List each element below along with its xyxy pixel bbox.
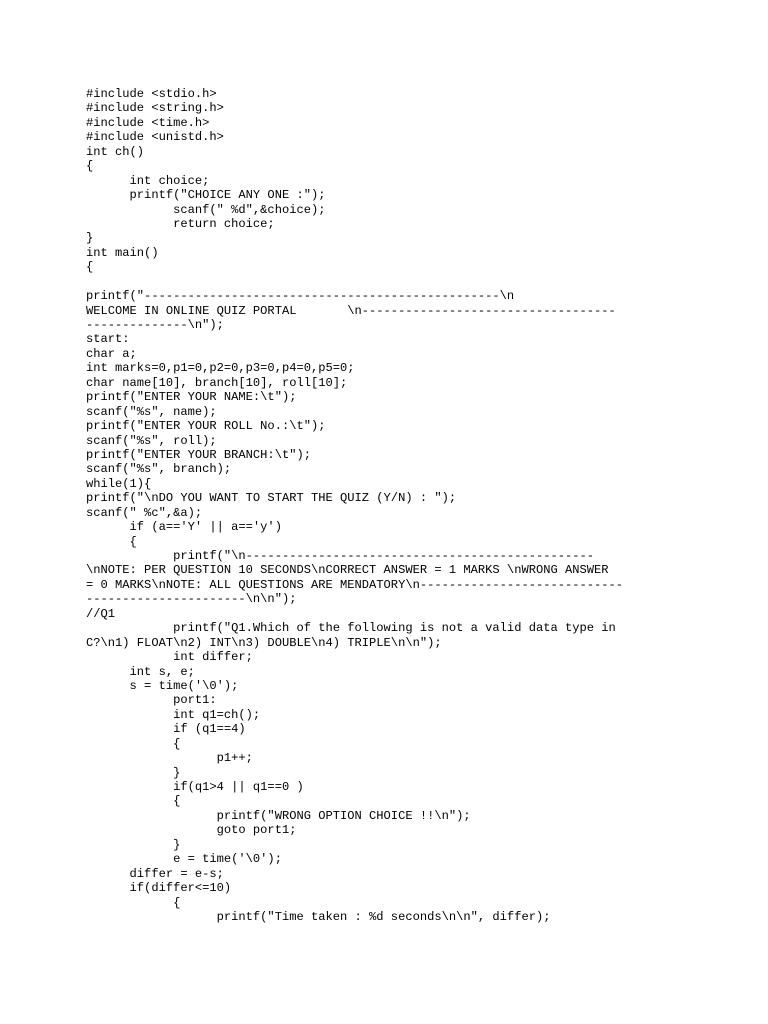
code-line: printf("WRONG OPTION CHOICE !!\n"); [86,808,471,823]
code-line: #include <stdio.h> [86,87,217,101]
code-line: start: [86,332,130,347]
code-line: printf("\nDO YOU WANT TO START THE QUIZ (Y/N) : "); [86,491,457,506]
code-line: int choice; [86,173,210,188]
code-line: #include <unistd.h> [86,130,224,145]
code-line: char name[10], branch[10], roll[10]; [86,375,348,390]
code-line: printf("CHOICE ANY ONE :"); [86,188,326,203]
code-line: int s, e; [86,664,195,679]
code-line: e = time('\0'); [86,852,282,867]
code-line: scanf("%s", name); [86,404,217,419]
source-code-listing [86,87,696,924]
code-line: printf("Time taken : %d seconds\n\n", differ); [86,909,551,924]
code-line: scanf(" %c",&a); [86,505,203,520]
code-line: return choice; [86,216,275,231]
code-line: if(q1>4 || q1==0 ) [86,780,304,794]
code-line: printf("Q1.Which of the following is not a valid data type in [86,621,616,636]
code-line: if (q1==4) [86,722,246,737]
code-line: char a; [86,346,137,361]
code-line: differ = e-s; [86,866,224,881]
code-line: int main() [86,245,159,260]
code-line: printf("ENTER YOUR NAME:\t"); [86,390,297,405]
code-line: port1: [86,693,217,708]
code-line: ----------------------\n\n"); [86,592,297,607]
code-line: goto port1; [86,823,297,838]
code-line: } [86,765,181,780]
code-line: printf("ENTER YOUR BRANCH:\t"); [86,447,311,462]
code-line: } [86,231,94,246]
code-line: scanf(" %d",&choice); [86,202,326,217]
code-line: scanf("%s", branch); [86,462,232,477]
code-line: int differ; [86,650,253,665]
code-line: int marks=0,p1=0,p2=0,p3=0,p4=0,p5=0; [86,361,355,376]
code-line: { [86,794,181,809]
code-line: --------------\n"); [86,318,224,332]
code-line: #include <string.h> [86,101,224,116]
code-line: { [86,895,181,910]
code-line: C?\n1) FLOAT\n2) INT\n3) DOUBLE\n4) TRIPLE\n\n"); [86,635,442,650]
code-line [86,275,696,289]
code-line: { [86,159,94,174]
code-line: { [86,260,94,275]
code-line: //Q1 [86,606,116,621]
code-line: printf("ENTER YOUR ROLL No.:\t"); [86,419,326,434]
code-line: scanf("%s", roll); [86,433,217,448]
code-line: \nNOTE: PER QUESTION 10 SECONDS\nCORRECT ANSWER = 1 MARKS \nWRONG ANSWER [86,563,609,578]
code-line: p1++; [86,751,253,766]
code-line: if(differ<=10) [86,881,232,896]
code-line: #include <time.h> [86,115,210,130]
code-line: = 0 MARKS\nNOTE: ALL QUESTIONS ARE MENDATORY\n---------------------------- [86,577,624,592]
code-line: int q1=ch(); [86,707,261,722]
code-line: { [86,736,181,751]
code-line: s = time('\0'); [86,678,239,693]
code-line: } [86,837,181,852]
code-line: printf("\n------------------------------------------------ [86,549,595,563]
code-line: printf("-------------------------------------------------\n [86,289,515,304]
code-line: if (a=='Y' || a=='y') [86,520,282,535]
code-line: while(1){ [86,476,152,491]
code-line: WELCOME IN ONLINE QUIZ PORTAL \n----------------------------------- [86,303,616,318]
code-line: { [86,534,137,549]
code-line: int ch() [86,144,145,159]
